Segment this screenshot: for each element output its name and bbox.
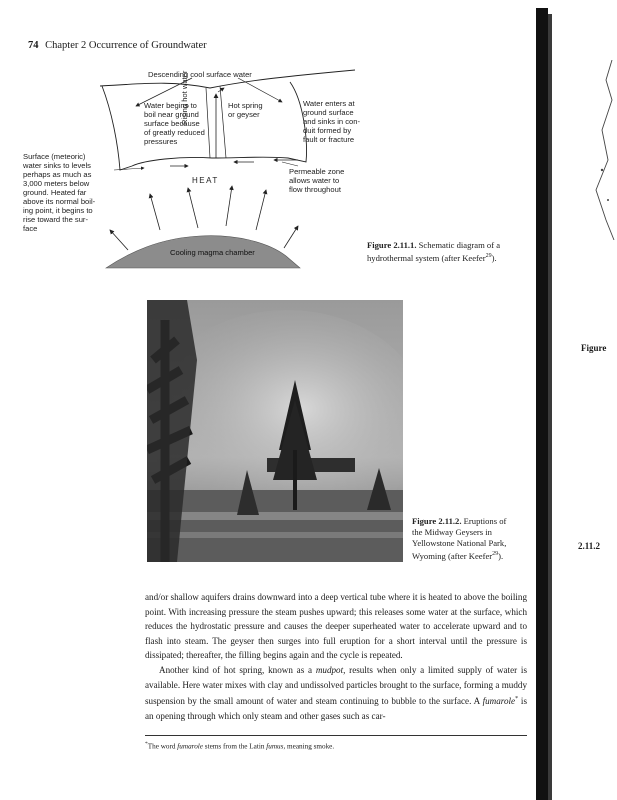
label-descending-water: Descending cool surface water <box>148 70 252 79</box>
next-page-section-number: 2.11.2 <box>578 541 601 551</box>
label-magma-chamber: Cooling magma chamber <box>170 248 255 257</box>
paragraph-1: and/or shallow aquifers drains downward into a deep vertical tube where it is heated to above the boiling point. With increasing pressure the steam pushes upward; this releases some water at the surface, which reduces the hydrostatic pressure and causes the deeper superheated water to accelerate upward and to flash into steam. The geyser then surges into full eruption for a short interval until the pressure is dissipated; thereafter, the filling begins again and the cycle is repeated. <box>145 592 527 661</box>
heat-arrow-1 <box>110 230 128 250</box>
label-heat: HEAT <box>192 176 219 185</box>
figure-2-11-2-caption: Figure 2.11.2. Eruptions of the Midway Geysers in Yellowstone National Park, Wyoming (after Keefer$^{29}$). <box>412 516 507 561</box>
next-page-figure-word: Figure <box>581 343 607 353</box>
heat-arrow-6 <box>284 226 298 248</box>
running-title: Chapter 2 Occurrence of Groundwater <box>45 40 207 51</box>
heat-arrow-3 <box>188 188 198 228</box>
note-boiling: Water begins to boil near ground surface because of greatly reduced pressures <box>144 101 205 146</box>
paragraph-2: Another kind of hot spring, known as a mudpot, results when only a limited supply of water is available. Here water mixes with clay and undissolved particles brought to the surface, forming a muddy suspension by the small amount of water and steam continuing to bubble to the surface. A fumarole* is an opening through which only steam and other gases such as car- <box>145 664 527 721</box>
geyser-photograph <box>147 300 403 562</box>
book-spine-edge <box>548 14 552 800</box>
caption-label-2: Figure 2.11.2. <box>412 516 462 526</box>
term-mudpot: mudpot <box>315 664 344 675</box>
figure-2-11-1-caption: Figure 2.11.1. Schematic diagram of a hydrothermal system (after Keefer$^{29}$). <box>367 240 501 263</box>
leader-permeable <box>282 162 298 166</box>
term-fumarole: fumarole <box>482 696 516 707</box>
note-water-enters: Water enters at ground surface and sinks in con- duit formed by fault or fracture <box>303 99 360 144</box>
note-permeable-zone: Permeable zone allows water to flow throughout <box>289 167 345 194</box>
photo-rendering <box>147 300 403 562</box>
heat-arrow-2 <box>150 194 160 230</box>
descend-arrow-right <box>238 78 282 102</box>
leader-surface-note <box>114 168 144 170</box>
footnote-divider <box>145 735 527 736</box>
label-rising-hot-water: Rising hot water <box>180 70 189 125</box>
body-text <box>145 590 527 723</box>
book-spine <box>536 8 548 800</box>
page-number: 74 <box>28 40 39 51</box>
hot-spring-arrow <box>218 88 224 92</box>
heat-arrow-4 <box>226 186 232 226</box>
caption-label: Figure 2.11.1. <box>367 240 417 250</box>
next-page-diagram-fragment <box>584 60 617 240</box>
heat-arrow-5 <box>256 190 266 230</box>
note-hot-spring: Hot spring or geyser <box>228 101 263 119</box>
footnote: *The word fumarole stems from the Latin fumus, meaning smoke. <box>145 741 335 751</box>
note-meteoric-water: Surface (meteoric) water sinks to levels perhaps as much as 3,000 meters below ground. Heated far above its normal boil- ing point, it begins to rise toward the sur- face <box>23 152 96 233</box>
running-header <box>28 40 207 51</box>
